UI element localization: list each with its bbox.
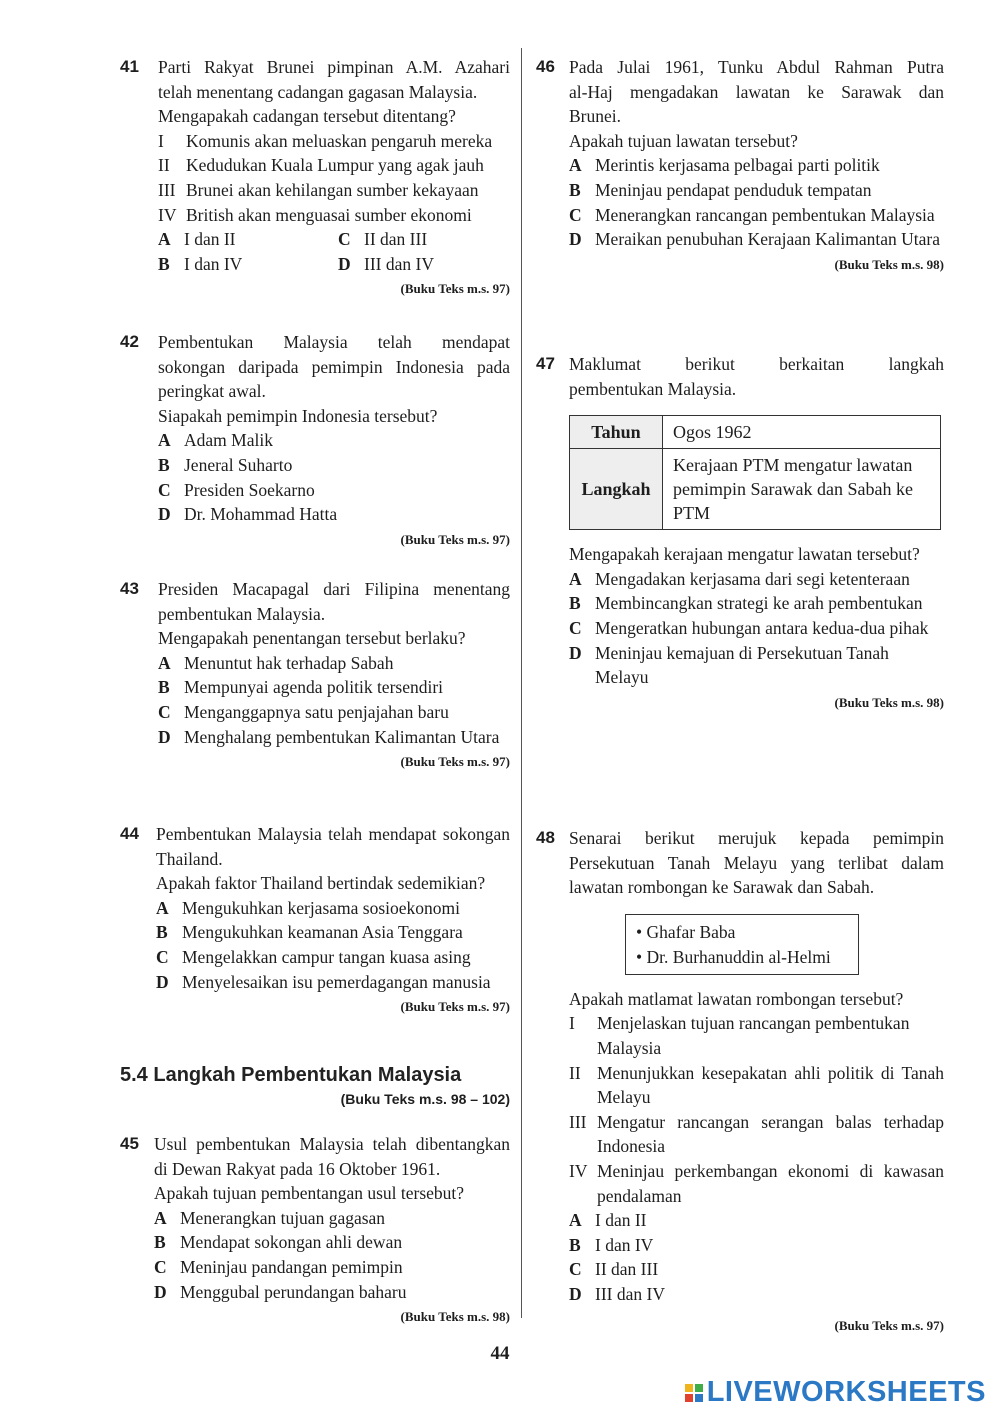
- options-grid: [158, 227, 510, 276]
- option-c[interactable]: C II dan III: [569, 1259, 659, 1280]
- question-41: [120, 55, 510, 300]
- source-reference: (Buku Teks m.s. 97): [834, 1317, 944, 1333]
- question-number: 45: [120, 1134, 139, 1153]
- table-header-cell: Tahun: [570, 416, 663, 449]
- option-b[interactable]: B Meninjau pendapat penduduk tempatan: [569, 179, 872, 200]
- question-46: [536, 55, 944, 276]
- column-divider: [521, 48, 522, 1318]
- option-c[interactable]: C Mengelakkan campur tangan kuasa asing: [156, 946, 471, 967]
- option-b[interactable]: B Mengukuhkan keamanan Asia Tenggara: [156, 922, 463, 943]
- option-a[interactable]: A I dan II: [158, 229, 236, 250]
- list-item: • Dr. Burhanuddin al-Helmi: [636, 946, 831, 967]
- option-b[interactable]: B Membincangkan strategi ke arah pembentukan: [569, 593, 923, 614]
- option-d[interactable]: D III dan IV: [569, 1283, 665, 1304]
- question-42: [120, 330, 510, 551]
- source-reference: (Buku Teks m.s. 97): [400, 531, 510, 547]
- option-d[interactable]: D Meraikan penubuhan Kerajaan Kalimantan Utara: [569, 229, 940, 250]
- table-cell: Kerajaan PTM mengatur lawatan pemimpin Sarawak dan Sabah ke PTM: [663, 449, 941, 530]
- section-heading: [120, 1064, 510, 1107]
- option-a[interactable]: A Adam Malik: [158, 430, 273, 451]
- list-item: • Ghafar Baba: [636, 921, 736, 942]
- question-stem-line: Usul pembentukan Malaysia telah dibentangkan: [154, 1134, 510, 1154]
- brand-square: [695, 1394, 703, 1402]
- question-prompt: Siapakah pemimpin Indonesia tersebut?: [158, 405, 438, 426]
- option-c[interactable]: C Presiden Soekarno: [158, 479, 315, 500]
- table-header-cell: Langkah: [570, 449, 663, 530]
- question-stem-line: Persekutuan Tanah Melayu yang terlibat dalam: [569, 852, 944, 873]
- section-subtitle: (Buku Teks m.s. 98 – 102): [340, 1091, 510, 1107]
- page-number: 44: [490, 1343, 510, 1364]
- question-prompt: Apakah tujuan pembentangan usul tersebut?: [154, 1183, 465, 1204]
- option-c[interactable]: C Menerangkan rancangan pembentukan Malaysia: [569, 204, 935, 225]
- option-a[interactable]: A Mengukuhkan kerjasama sosioekonomi: [156, 897, 461, 918]
- section-title: 5.4 Langkah Pembentukan Malaysia: [120, 1064, 462, 1086]
- option-d[interactable]: D Menggubal perundangan baharu: [154, 1281, 407, 1302]
- statement: III Mengatur rancangan serangan balas terhadap Indonesia: [569, 1111, 944, 1157]
- option-c[interactable]: C II dan III: [338, 229, 428, 250]
- brand-icon: [685, 1384, 703, 1402]
- option-d[interactable]: D Menghalang pembentukan Kalimantan Utara: [158, 726, 500, 747]
- question-stem-line: di Dewan Rakyat pada 16 Oktober 1961.: [154, 1158, 441, 1179]
- question-stem-line: al-Haj mengadakan lawatan ke Sarawak dan: [569, 81, 944, 102]
- brand-logo[interactable]: [685, 1376, 986, 1409]
- brand-square: [685, 1394, 693, 1402]
- option-b[interactable]: B Mempunyai agenda politik tersendiri: [158, 677, 444, 698]
- source-reference: (Buku Teks m.s. 98): [400, 1309, 510, 1325]
- question-stem-line: Pembentukan Malaysia telah mendapat sokongan: [156, 824, 510, 844]
- statement: I Komunis akan meluaskan pengaruh mereka: [158, 130, 493, 151]
- table-cell: Ogos 1962: [663, 416, 941, 449]
- question-prompt: Apakah matlamat lawatan rombongan tersebut?: [569, 988, 904, 1009]
- question-prompt: Mengapakah cadangan tersebut ditentang?: [158, 106, 456, 127]
- question-prompt: Apakah tujuan lawatan tersebut?: [569, 130, 798, 151]
- question-stem-line: Thailand.: [156, 848, 223, 869]
- source-reference: (Buku Teks m.s. 98): [834, 694, 944, 710]
- question-48: [536, 826, 944, 1337]
- question-number: 46: [536, 57, 555, 76]
- question-stem-line: lawatan rombongan ke Sarawak dan Sabah.: [569, 877, 875, 898]
- option-a[interactable]: A Menuntut hak terhadap Sabah: [158, 652, 394, 673]
- question-stem-line: Parti Rakyat Brunei pimpinan A.M. Azahari: [158, 57, 510, 77]
- question-stem-line: Pembentukan Malaysia telah mendapat: [158, 332, 510, 352]
- source-reference: (Buku Teks m.s. 97): [400, 754, 510, 770]
- option-c[interactable]: C Meninjau pandangan pemimpin: [154, 1256, 403, 1277]
- option-a[interactable]: A Mengadakan kerjasama dari segi ketenteraan: [569, 568, 910, 589]
- question-stem-line: sokongan daripada pemimpin Indonesia pada: [158, 356, 510, 377]
- question-stem-line: pembentukan Malaysia.: [569, 378, 737, 399]
- option-d[interactable]: D Menyelesaikan isu pemerdagangan manusia: [156, 971, 491, 992]
- question-number: 41: [120, 57, 139, 76]
- statement: IV British akan menguasai sumber ekonomi: [158, 204, 472, 225]
- table-row: [570, 416, 941, 449]
- option-d[interactable]: D III dan IV: [338, 253, 434, 274]
- option-c[interactable]: C Menganggapnya satu penjajahan baru: [158, 701, 449, 722]
- question-stem-line: telah menentang cadangan gagasan Malaysia.: [158, 81, 478, 102]
- question-stem-line: pembentukan Malaysia.: [158, 603, 326, 624]
- question-43: [120, 577, 510, 773]
- brand-name: LIVEWORKSHEETS: [706, 1376, 986, 1408]
- source-reference: (Buku Teks m.s. 97): [400, 999, 510, 1015]
- source-reference: (Buku Teks m.s. 98): [834, 256, 944, 272]
- option-c[interactable]: C Mengeratkan hubungan antara kedua-dua pihak: [569, 617, 929, 638]
- statement: I Menjelaskan tujuan rancangan pembentukan Malaysia: [569, 1013, 910, 1058]
- question-stem-line: Maklumat berikut berkaitan langkah: [569, 354, 944, 374]
- option-b[interactable]: B I dan IV: [569, 1234, 654, 1255]
- info-table: [569, 415, 941, 530]
- question-stem-line: Presiden Macapagal dari Filipina menentang: [158, 579, 510, 599]
- option-a[interactable]: A Menerangkan tujuan gagasan: [154, 1207, 386, 1228]
- option-a[interactable]: A Merintis kerjasama pelbagai parti politik: [569, 155, 880, 176]
- option-b[interactable]: B I dan IV: [158, 253, 243, 274]
- option-d[interactable]: D Dr. Mohammad Hatta: [158, 504, 338, 525]
- statement: II Menunjukkan kesepakatan ahli politik di Tanah Melayu: [569, 1062, 944, 1108]
- question-stem-line: Pada Julai 1961, Tunku Abdul Rahman Putra: [569, 57, 944, 77]
- question-stem-line: Senarai berikut merujuk kepada pemimpin: [569, 828, 944, 848]
- question-number: 43: [120, 579, 139, 598]
- question-stem-line: Brunei.: [569, 106, 622, 127]
- question-prompt: Mengapakah kerajaan mengatur lawatan tersebut?: [569, 544, 920, 565]
- question-number: 47: [536, 354, 555, 373]
- question-47: [536, 352, 944, 714]
- option-b[interactable]: B Jeneral Suharto: [158, 454, 293, 475]
- source-reference: (Buku Teks m.s. 97): [400, 281, 510, 297]
- question-number: 48: [536, 828, 555, 847]
- option-b[interactable]: B Mendapat sokongan ahli dewan: [154, 1232, 403, 1253]
- statement: II Kedudukan Kuala Lumpur yang agak jauh: [158, 155, 484, 176]
- brand-square: [685, 1384, 693, 1392]
- brand-square: [695, 1384, 703, 1392]
- option-a[interactable]: A I dan II: [569, 1210, 647, 1231]
- statement: III Brunei akan kehilangan sumber kekayaan: [158, 179, 479, 200]
- question-number: 42: [120, 332, 139, 351]
- question-prompt: Apakah faktor Thailand bertindak sedemikian?: [156, 873, 486, 894]
- question-prompt: Mengapakah penentangan tersebut berlaku?: [158, 628, 466, 649]
- table-row: [570, 449, 941, 530]
- question-stem-line: peringkat awal.: [158, 381, 266, 402]
- statement: IV Meninjau perkembangan ekonomi di kawasan pendalaman: [569, 1160, 944, 1206]
- leader-list-box: [625, 914, 859, 975]
- question-44: [120, 822, 510, 1018]
- question-45: [120, 1132, 510, 1328]
- question-number: 44: [120, 824, 139, 843]
- option-d[interactable]: D Meninjau kemajuan di Persekutuan Tanah Melayu: [569, 642, 889, 688]
